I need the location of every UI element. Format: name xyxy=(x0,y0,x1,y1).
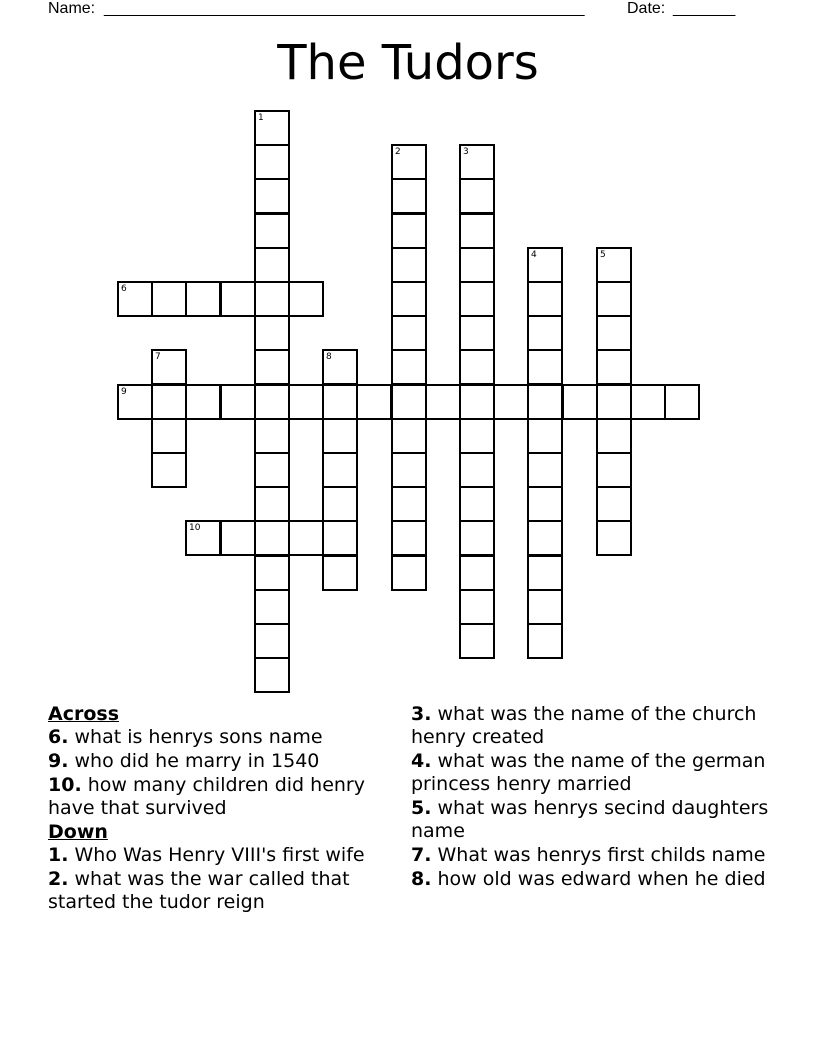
crossword-cell[interactable] xyxy=(254,178,290,214)
clue-text: what is henrys sons name xyxy=(74,726,323,748)
across-heading: Across xyxy=(48,703,120,725)
crossword-cell[interactable] xyxy=(254,384,290,420)
crossword-cell[interactable] xyxy=(322,452,358,488)
crossword-cell[interactable] xyxy=(185,520,221,556)
crossword-cell[interactable] xyxy=(391,349,427,385)
crossword-cell[interactable] xyxy=(459,520,495,556)
crossword-cell[interactable] xyxy=(254,418,290,454)
page-title: The Tudors xyxy=(277,35,539,91)
clue-text: what was henrys secind daughters name xyxy=(411,797,769,842)
crossword-cell[interactable] xyxy=(425,384,461,420)
crossword-cell[interactable] xyxy=(596,520,632,556)
clue-down-2 xyxy=(48,868,400,914)
crossword-cell[interactable] xyxy=(596,384,632,420)
clue-text: how many children did henry have that survived xyxy=(48,774,365,819)
crossword-cell[interactable] xyxy=(254,452,290,488)
crossword-cell[interactable] xyxy=(459,452,495,488)
cell-number: 5 xyxy=(600,250,606,260)
crossword-cell[interactable] xyxy=(254,657,290,693)
crossword-cell[interactable] xyxy=(391,520,427,556)
crossword-cell[interactable] xyxy=(391,555,427,591)
date-label: Date: xyxy=(627,0,666,17)
clue-number: 7. xyxy=(411,844,432,866)
crossword-cell[interactable] xyxy=(391,452,427,488)
crossword-cell[interactable] xyxy=(527,315,563,351)
crossword-cell[interactable] xyxy=(527,418,563,454)
clue-text: what was the war called that started the tudor reign xyxy=(48,868,350,913)
clue-across-10 xyxy=(48,774,400,820)
cell-number: 8 xyxy=(326,352,332,362)
clue-down-5 xyxy=(411,797,771,843)
crossword-cell[interactable] xyxy=(322,349,358,385)
crossword-cell[interactable] xyxy=(527,555,563,591)
crossword-cell[interactable] xyxy=(117,384,153,420)
crossword-cell[interactable] xyxy=(527,452,563,488)
crossword-cell[interactable] xyxy=(459,486,495,522)
cell-number: 4 xyxy=(531,250,537,260)
crossword-cell[interactable] xyxy=(459,315,495,351)
name-label: Name: xyxy=(48,0,96,17)
crossword-cell[interactable] xyxy=(391,384,427,420)
crossword-cell[interactable] xyxy=(493,384,529,420)
clue-number: 5. xyxy=(411,797,432,819)
clues-left-column xyxy=(48,703,400,915)
crossword-cell[interactable] xyxy=(391,486,427,522)
crossword-cell[interactable] xyxy=(391,144,427,180)
crossword-cell[interactable] xyxy=(220,520,256,556)
clue-down-4 xyxy=(411,750,771,796)
crossword-cell[interactable] xyxy=(322,384,358,420)
crossword-cell[interactable] xyxy=(356,384,392,420)
crossword-cell[interactable] xyxy=(527,589,563,625)
crossword-cell[interactable] xyxy=(322,520,358,556)
crossword-cell[interactable] xyxy=(254,623,290,659)
down-heading: Down xyxy=(48,821,108,843)
crossword-cell[interactable] xyxy=(527,281,563,317)
cell-number: 9 xyxy=(121,387,127,397)
crossword-cell[interactable] xyxy=(459,555,495,591)
crossword-cell[interactable] xyxy=(596,349,632,385)
clue-down-8 xyxy=(411,868,771,891)
crossword-cell[interactable] xyxy=(459,623,495,659)
crossword-cell[interactable] xyxy=(459,178,495,214)
crossword-cell[interactable] xyxy=(596,418,632,454)
crossword-cell[interactable] xyxy=(527,623,563,659)
clue-number: 1. xyxy=(48,844,69,866)
clues-right-column xyxy=(411,703,771,892)
crossword-cell[interactable] xyxy=(322,486,358,522)
crossword-cell[interactable] xyxy=(459,418,495,454)
crossword-cell[interactable] xyxy=(288,384,324,420)
crossword-cell[interactable] xyxy=(459,384,495,420)
clue-down-3 xyxy=(411,703,771,749)
crossword-cell[interactable] xyxy=(459,144,495,180)
crossword-cell[interactable] xyxy=(151,452,187,488)
clue-text: what was the name of the german princess henry married xyxy=(411,750,766,795)
clue-across-6 xyxy=(48,726,400,749)
crossword-cell[interactable] xyxy=(185,281,221,317)
crossword-cell[interactable] xyxy=(527,384,563,420)
clue-across-9 xyxy=(48,750,400,773)
crossword-cell[interactable] xyxy=(459,247,495,283)
crossword-cell[interactable] xyxy=(322,555,358,591)
crossword-cell[interactable] xyxy=(527,486,563,522)
crossword-cell[interactable] xyxy=(391,315,427,351)
crossword-cell[interactable] xyxy=(254,589,290,625)
crossword-cell[interactable] xyxy=(254,110,290,146)
crossword-cell[interactable] xyxy=(254,247,290,283)
crossword-cell[interactable] xyxy=(254,555,290,591)
crossword-cell[interactable] xyxy=(527,247,563,283)
crossword-cell[interactable] xyxy=(596,281,632,317)
cell-number: 2 xyxy=(395,147,401,157)
crossword-cell[interactable] xyxy=(527,520,563,556)
crossword-cell[interactable] xyxy=(254,281,290,317)
crossword-cell[interactable] xyxy=(322,418,358,454)
crossword-cell[interactable] xyxy=(220,281,256,317)
clue-number: 3. xyxy=(411,703,432,725)
crossword-cell[interactable] xyxy=(151,281,187,317)
clue-number: 6. xyxy=(48,726,69,748)
clue-text: what was the name of the church henry created xyxy=(411,703,757,748)
clue-text: What was henrys first childs name xyxy=(437,844,766,866)
cell-number: 3 xyxy=(463,147,469,157)
crossword-cell[interactable] xyxy=(254,520,290,556)
crossword-cell[interactable] xyxy=(527,349,563,385)
cell-number: 10 xyxy=(189,523,201,533)
crossword-cell[interactable] xyxy=(117,281,153,317)
crossword-cell[interactable] xyxy=(151,349,187,385)
clue-text: who did he marry in 1540 xyxy=(74,750,320,772)
date-field[interactable]: _______ xyxy=(673,0,736,17)
crossword-cell[interactable] xyxy=(151,418,187,454)
clue-number: 2. xyxy=(48,868,69,890)
crossword-cell[interactable] xyxy=(391,213,427,249)
crossword-cell[interactable] xyxy=(459,281,495,317)
crossword-cell[interactable] xyxy=(459,349,495,385)
clue-text: how old was edward when he died xyxy=(437,868,766,890)
clue-number: 9. xyxy=(48,750,69,772)
crossword-cell[interactable] xyxy=(254,486,290,522)
crossword-cell[interactable] xyxy=(596,247,632,283)
crossword-cell[interactable] xyxy=(391,418,427,454)
crossword-cell[interactable] xyxy=(664,384,700,420)
clue-number: 10. xyxy=(48,774,82,796)
crossword-cell[interactable] xyxy=(288,281,324,317)
crossword-cell[interactable] xyxy=(391,178,427,214)
crossword-cell[interactable] xyxy=(254,144,290,180)
clue-down-7 xyxy=(411,844,771,867)
crossword-cell[interactable] xyxy=(562,384,598,420)
cell-number: 7 xyxy=(155,352,161,362)
clue-number: 4. xyxy=(411,750,432,772)
crossword-cell[interactable] xyxy=(596,452,632,488)
crossword-cell[interactable] xyxy=(391,247,427,283)
crossword-cell[interactable] xyxy=(630,384,666,420)
name-field[interactable]: ______________________________________________________ xyxy=(104,0,585,17)
crossword-cell[interactable] xyxy=(254,349,290,385)
crossword-cell[interactable] xyxy=(185,384,221,420)
crossword-cell[interactable] xyxy=(288,520,324,556)
clue-down-1 xyxy=(48,844,400,867)
clue-text: Who Was Henry VIII's first wife xyxy=(74,844,365,866)
crossword-cell[interactable] xyxy=(596,486,632,522)
crossword-cell[interactable] xyxy=(459,213,495,249)
crossword-cell[interactable] xyxy=(220,384,256,420)
cell-number: 1 xyxy=(258,113,264,123)
crossword-cell[interactable] xyxy=(151,384,187,420)
cell-number: 6 xyxy=(121,284,127,294)
crossword-cell[interactable] xyxy=(391,281,427,317)
crossword-cell[interactable] xyxy=(254,315,290,351)
crossword-cell[interactable] xyxy=(254,213,290,249)
crossword-cell[interactable] xyxy=(596,315,632,351)
crossword-cell[interactable] xyxy=(459,589,495,625)
clue-number: 8. xyxy=(411,868,432,890)
